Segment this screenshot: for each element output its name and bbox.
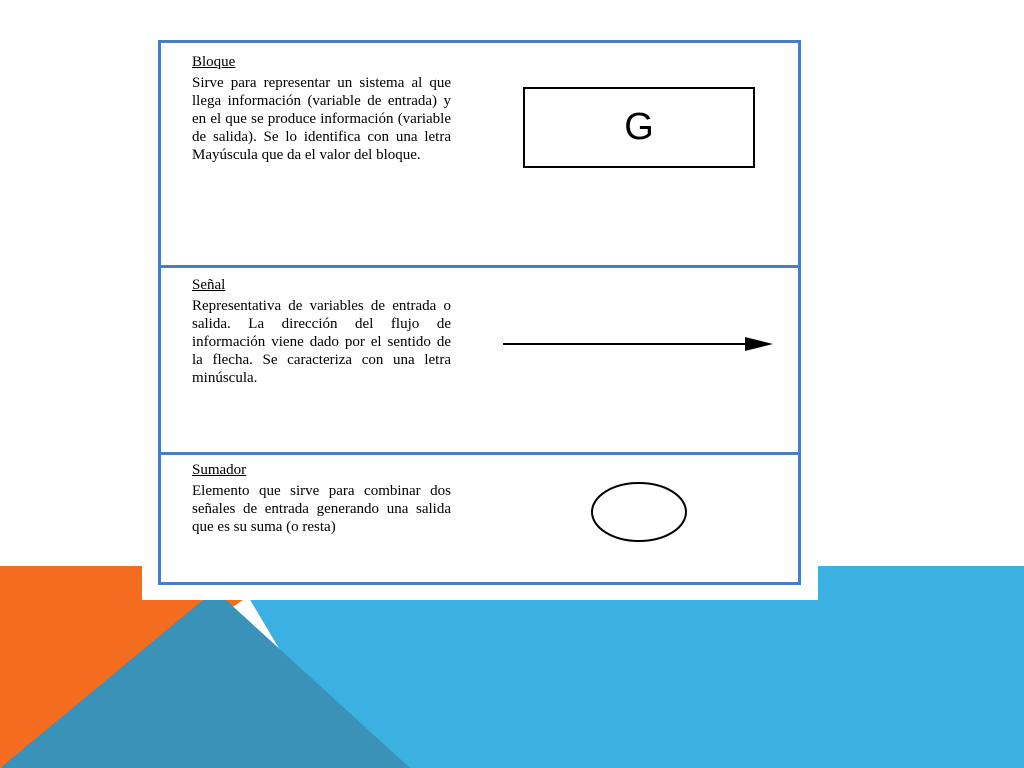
- row-description: [192, 53, 451, 164]
- summing-circle-symbol: [588, 479, 690, 545]
- symbols-table: [158, 40, 801, 585]
- row-label: Bloque: [192, 54, 236, 70]
- row-label: Señal: [192, 277, 226, 293]
- block-letter: G: [624, 106, 654, 148]
- table-row-sumador: [161, 455, 798, 582]
- table-row-senal: [161, 268, 798, 452]
- table-row-bloque: [161, 43, 798, 265]
- row-description: [192, 461, 451, 536]
- row-label: Sumador: [192, 462, 247, 478]
- row-text: Representativa de variables de entrada o salida. La dirección del flujo de información viene dado por el sentido de la flecha. Se caracteriza con una letra minúscula.: [192, 298, 451, 386]
- arrow-symbol: [499, 334, 775, 354]
- row-description: [192, 276, 451, 387]
- row-text: Elemento que sirve para combinar dos señales de entrada generando una salida que es su suma (o resta): [192, 483, 451, 535]
- block-rectangle-symbol: [523, 87, 755, 168]
- row-text: Sirve para representar un sistema al que llega información (variable de entrada) y en el que se produce información (variable de salida). Se lo identifica con una letra Mayúscula que da el valor del bloque.: [192, 75, 451, 163]
